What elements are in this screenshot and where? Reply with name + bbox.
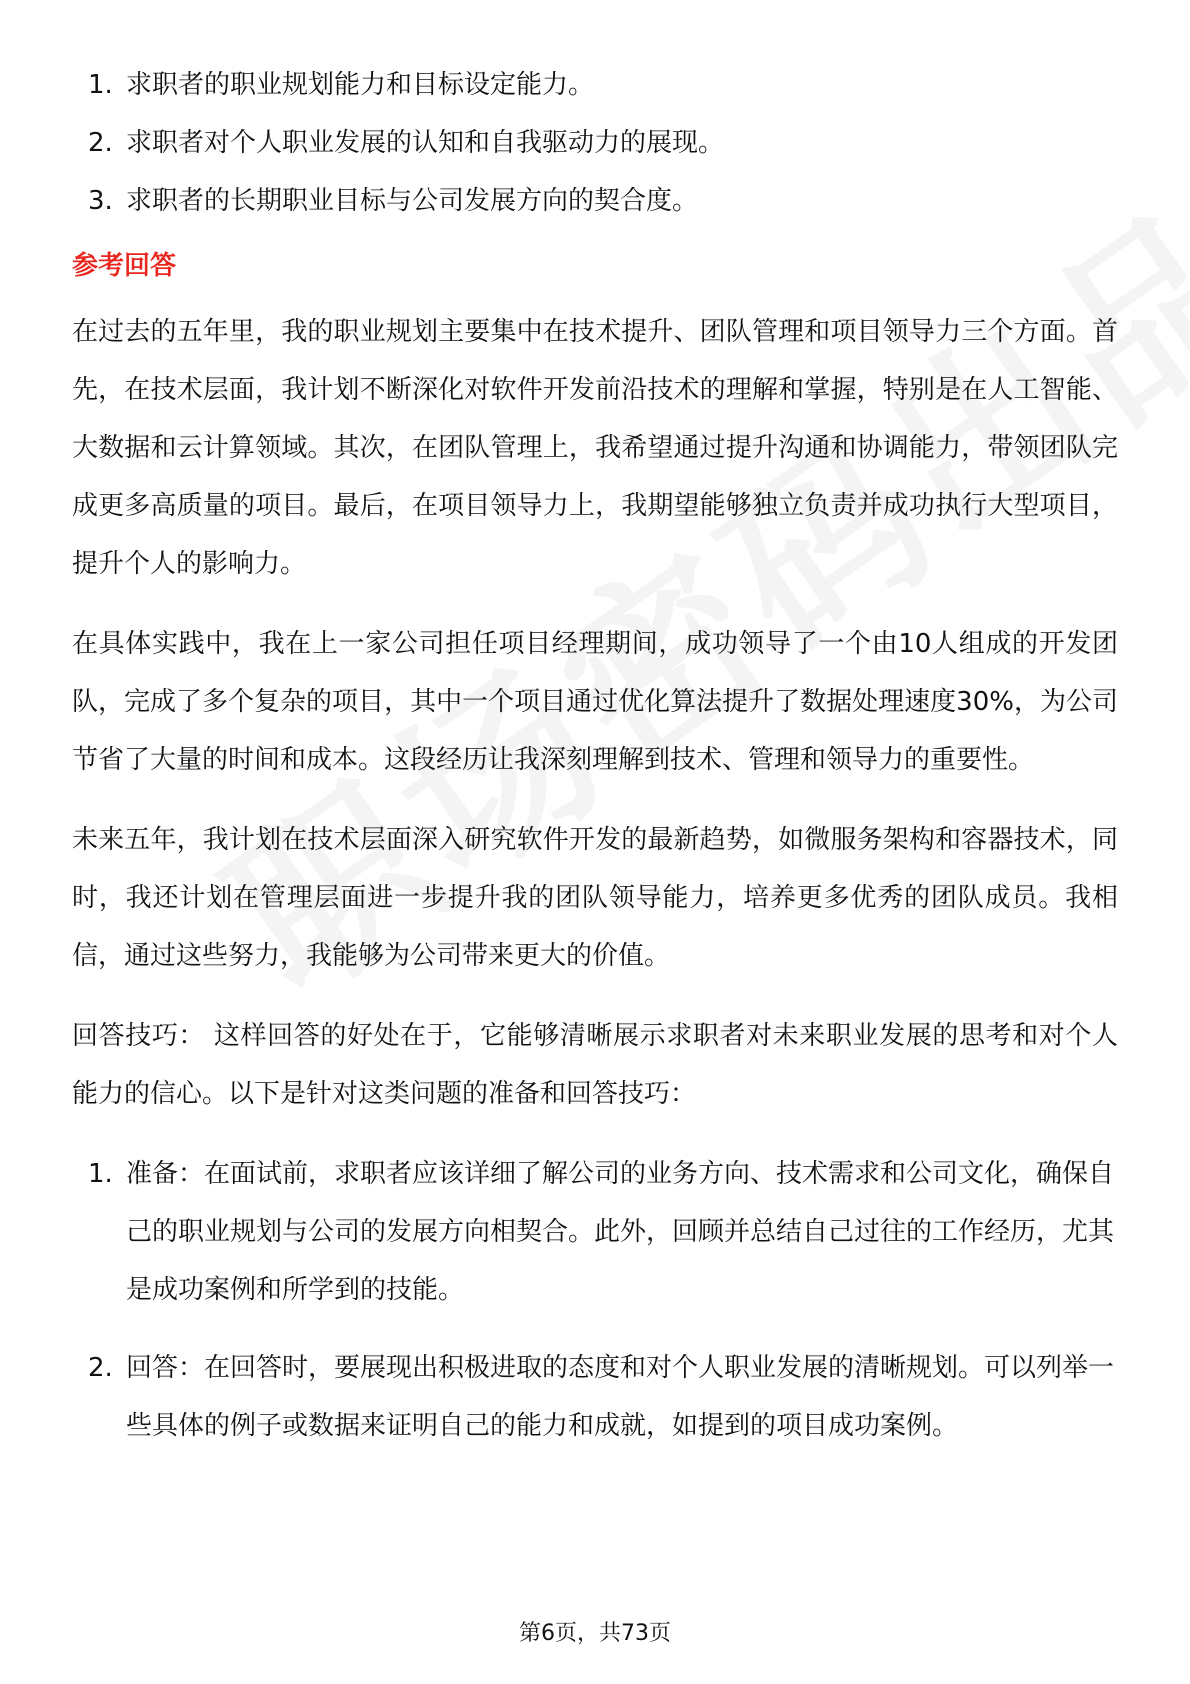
tips-list — [72, 1145, 1118, 1455]
list-item — [72, 114, 1118, 172]
list-item — [72, 56, 1118, 114]
list-item — [72, 172, 1118, 230]
list-item-text: 准备：在面试前，求职者应该详细了解公司的业务方向、技术需求和公司文化，确保自己的职业规划与公司的发展方向相契合。此外，回顾并总结自己过往的工作经历，尤其是成功案例和所学到的技能。 — [126, 1159, 1115, 1305]
paragraph: 在过去的五年里，我的职业规划主要集中在技术提升、团队管理和项目领导力三个方面。首先，在技术层面，我计划不断深化对软件开发前沿技术的理解和掌握，特别是在人工智能、大数据和云计算领域。其次，在团队管理上，我希望通过提升沟通和协调能力，带领团队完成更多高质量的项目。最后，在项目领导力上，我期望能够独立负责并成功执行大型项目，提升个人的影响力。 — [72, 317, 1118, 579]
paragraph: 回答技巧： 这样回答的好处在于，它能够清晰展示求职者对未来职业发展的思考和对个人能力的信心。以下是针对这类问题的准备和回答技巧： — [72, 1021, 1118, 1109]
list-item-text: 求职者的职业规划能力和目标设定能力。 — [126, 70, 595, 100]
page-content — [72, 56, 1118, 1475]
list-item-text: 求职者的长期职业目标与公司发展方向的契合度。 — [126, 186, 699, 216]
intro-list — [72, 56, 1118, 230]
list-item — [72, 1339, 1118, 1455]
list-item-number: 2. — [88, 1353, 113, 1383]
list-item-number: 2. — [88, 128, 113, 158]
paragraph: 在具体实践中，我在上一家公司担任项目经理期间，成功领导了一个由10人组成的开发团队，完成了多个复杂的项目，其中一个项目通过优化算法提升了数据处理速度30%，为公司节省了大量的时间和成本。这段经历让我深刻理解到技术、管理和领导力的重要性。 — [72, 629, 1118, 775]
list-item-number: 3. — [88, 186, 113, 216]
list-item-text: 求职者对个人职业发展的认知和自我驱动力的展现。 — [126, 128, 725, 158]
list-item — [72, 1145, 1118, 1319]
list-item-number: 1. — [88, 1159, 113, 1189]
list-item-text: 回答：在回答时，要展现出积极进取的态度和对个人职业发展的清晰规划。可以列举一些具体的例子或数据来证明自己的能力和成就，如提到的项目成功案例。 — [126, 1353, 1115, 1441]
page-number-footer: 第6页，共73页 — [519, 1621, 671, 1646]
section-heading: 参考回答 — [72, 251, 177, 281]
list-item-number: 1. — [88, 70, 113, 100]
paragraph: 未来五年，我计划在技术层面深入研究软件开发的最新趋势，如微服务架构和容器技术，同时，我还计划在管理层面进一步提升我的团队领导能力，培养更多优秀的团队成员。我相信，通过这些努力，我能够为公司带来更大的价值。 — [72, 825, 1118, 971]
